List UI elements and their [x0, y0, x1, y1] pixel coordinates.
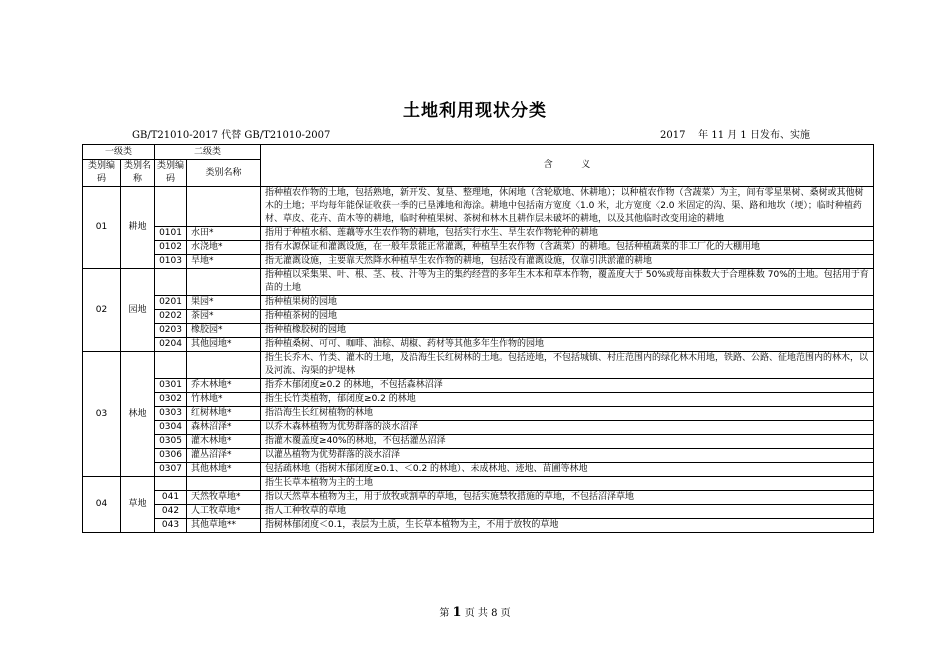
sub-row [83, 310, 874, 324]
level2-code-header: 类别编码 [155, 160, 187, 187]
group-name: 耕地 [121, 187, 155, 269]
sub-code: 0103 [155, 255, 187, 269]
group-row [83, 477, 874, 491]
sub-code: 0307 [155, 463, 187, 477]
sub-definition: 指沿海生长红树植物的林地 [261, 407, 874, 421]
sub-definition: 指灌木覆盖度≥40%的林地，不包括灌丛沼泽 [261, 435, 874, 449]
sub-definition: 以灌丛植物为优势群落的淡水沼泽 [261, 449, 874, 463]
group-empty-code [155, 187, 187, 227]
group-definition: 指生长草本植物为主的土地 [261, 477, 874, 491]
sub-row [83, 393, 874, 407]
page-title: 土地利用现状分类 [403, 101, 547, 121]
footer-suffix: 页 [500, 608, 511, 619]
level2-name-header: 类别名称 [187, 160, 261, 187]
sub-name: 橡胶园* [187, 324, 261, 338]
sub-code: 042 [155, 505, 187, 519]
level1-code-header: 类别编码 [83, 160, 121, 187]
sub-name: 其他草地** [187, 519, 261, 533]
sub-name: 乔木林地* [187, 379, 261, 393]
sub-definition: 指无灌溉设施，主要靠天然降水种植旱生农作物的耕地，包括没有灌溉设施，仅靠引洪淤灌的耕地 [261, 255, 874, 269]
sub-row [83, 519, 874, 533]
sub-name: 竹林地* [187, 393, 261, 407]
sub-row [83, 421, 874, 435]
group-row [83, 269, 874, 296]
sub-name: 其他园地* [187, 338, 261, 352]
sub-code: 0101 [155, 227, 187, 241]
sub-code: 0204 [155, 338, 187, 352]
release-date: 2017 年 11 月 1 日发布、实施 [660, 130, 810, 141]
sub-definition: 指生长竹类植物，郁闭度≥0.2 的林地 [261, 393, 874, 407]
sub-row [83, 296, 874, 310]
level1-header: 一级类 [83, 145, 155, 160]
sub-name: 旱地* [187, 255, 261, 269]
page-number: 1 [452, 605, 462, 620]
sub-code: 0306 [155, 449, 187, 463]
group-empty-name [187, 269, 261, 296]
sub-name: 灌丛沼泽* [187, 449, 261, 463]
footer-prefix: 第 [439, 608, 450, 619]
sub-name: 水浇地* [187, 241, 261, 255]
sub-definition: 指树林郁闭度＜0.1，表层为土质，生长草本植物为主，不用于放牧的草地 [261, 519, 874, 533]
sub-definition: 指种植桑树、可可、咖啡、油棕、胡椒、药材等其他多年生作物的园地 [261, 338, 874, 352]
sub-definition: 以乔木森林植物为优势群落的淡水沼泽 [261, 421, 874, 435]
sub-code: 0302 [155, 393, 187, 407]
sub-row [83, 491, 874, 505]
meaning-header: 含 义 [261, 145, 874, 187]
sub-name: 人工牧草地* [187, 505, 261, 519]
group-row [83, 352, 874, 379]
group-code: 04 [83, 477, 121, 533]
group-name: 园地 [121, 269, 155, 352]
sub-row [83, 241, 874, 255]
sub-row [83, 324, 874, 338]
sub-definition: 指种植橡胶树的园地 [261, 324, 874, 338]
sub-name: 灌木林地* [187, 435, 261, 449]
sub-code: 0102 [155, 241, 187, 255]
group-definition: 指种植以采集果、叶、根、茎、枝、汁等为主的集约经营的多年生木本和草本作物，覆盖度大于 50%或每亩株数大于合理株数 70%的土地。包括用于育苗的土地 [261, 269, 874, 296]
group-name: 林地 [121, 352, 155, 477]
sub-name: 天然牧草地* [187, 491, 261, 505]
sub-code: 041 [155, 491, 187, 505]
group-code: 03 [83, 352, 121, 477]
sub-name: 茶园* [187, 310, 261, 324]
standard-number: GB/T21010-2017 代替 GB/T21010-2007 [132, 130, 331, 141]
sub-name: 水田* [187, 227, 261, 241]
sub-row [83, 227, 874, 241]
sub-row [83, 449, 874, 463]
sub-definition: 指用于种植水稻、莲藕等水生农作物的耕地，包括实行水生、旱生农作物轮种的耕地 [261, 227, 874, 241]
sub-code: 043 [155, 519, 187, 533]
classification-table [82, 144, 874, 533]
group-empty-code [155, 352, 187, 379]
group-name: 草地 [121, 477, 155, 533]
sub-row [83, 435, 874, 449]
group-code: 02 [83, 269, 121, 352]
group-row [83, 187, 874, 227]
sub-name: 红树林地* [187, 407, 261, 421]
sub-name: 森林沼泽* [187, 421, 261, 435]
group-empty-name [187, 187, 261, 227]
sub-definition: 指乔木郁闭度≥0.2 的林地，不包括森林沼泽 [261, 379, 874, 393]
sub-definition: 包括疏林地（指树木郁闭度≥0.1、＜0.2 的林地）、未成林地、迹地、苗圃等林地 [261, 463, 874, 477]
group-code: 01 [83, 187, 121, 269]
group-empty-code [155, 477, 187, 491]
group-empty-name [187, 477, 261, 491]
sub-definition: 指有水源保证和灌溉设施，在一般年景能正常灌溉，种植旱生农作物（含蔬菜）的耕地。包括种植蔬菜的非工厂化的大棚用地 [261, 241, 874, 255]
sub-name: 其他林地* [187, 463, 261, 477]
sub-code: 0201 [155, 296, 187, 310]
group-empty-code [155, 269, 187, 296]
sub-row [83, 505, 874, 519]
sub-row [83, 338, 874, 352]
group-definition: 指生长乔木、竹类、灌木的土地，及沿海生长红树林的土地。包括迹地，不包括城镇、村庄范围内的绿化林木用地，铁路、公路、征地范围内的林木，以及河流、沟渠的护堤林 [261, 352, 874, 379]
group-definition: 指种植农作物的土地，包括熟地，新开发、复垦、整理地，休闲地（含轮歇地、休耕地）；以种植农作物（含蔬菜）为主，间有零星果树、桑树或其他树木的土地；平均每年能保证收获一季的已垦滩地和海涂。耕地中包括南方宽度〈1.0 米，北方宽度〈2.0 米固定的沟、渠、路和地坎（埂）；临时种植药材、草皮、花卉、苗木等的耕地，临时种植果树、茶树和林木且耕作层未破坏的耕地，以及其他临时改变用途的耕地 [261, 187, 874, 227]
group-empty-name [187, 352, 261, 379]
sub-code: 0305 [155, 435, 187, 449]
level1-name-header: 类别名称 [121, 160, 155, 187]
sub-definition: 指种植果树的园地 [261, 296, 874, 310]
page-footer [0, 604, 950, 620]
total-pages: 8 [491, 608, 498, 619]
header-row-1 [83, 145, 874, 160]
sub-row [83, 407, 874, 421]
sub-code: 0304 [155, 421, 187, 435]
sub-code: 0202 [155, 310, 187, 324]
sub-row [83, 255, 874, 269]
sub-definition: 指种植茶树的园地 [261, 310, 874, 324]
sub-name: 果园* [187, 296, 261, 310]
sub-row [83, 463, 874, 477]
sub-definition: 指以天然草本植物为主，用于放牧或割草的草地，包括实施禁牧措施的草地，不包括沼泽草地 [261, 491, 874, 505]
sub-code: 0303 [155, 407, 187, 421]
sub-code: 0301 [155, 379, 187, 393]
sub-code: 0203 [155, 324, 187, 338]
level2-header: 二级类 [155, 145, 261, 160]
sub-row [83, 379, 874, 393]
sub-definition: 指人工种牧草的草地 [261, 505, 874, 519]
footer-middle: 页 共 [464, 608, 488, 619]
